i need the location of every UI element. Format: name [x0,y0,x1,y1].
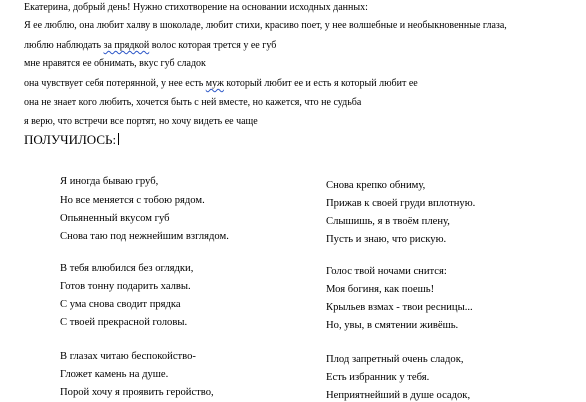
result-label: ПОЛУЧИЛОСЬ: [24,132,117,147]
poem-line: Неприятнейший в душе осадок, [326,390,471,401]
poem-line: Снова таю под нежнейшим взглядом. [60,231,229,242]
poem-line: Слышишь, я в твоём плену, [326,216,450,227]
source-line-2 [24,40,276,52]
spellcheck-marked-phrase[interactable]: за прядкой [103,40,150,51]
poem-line: Голос твой ночами снится: [326,266,447,277]
poem-line: Опьяненный вкусом губ [60,213,170,224]
poem-line: Моя богиня, как поешь! [326,284,435,295]
poem-line: Но, увы, в смятении живёшь. [326,320,459,331]
source-line-3: мне нравятся ее обнимать, вкус губ сладок [24,58,206,69]
greeting-line: Екатерина, добрый день! Нужно стихотворение на основании исходных данных: [24,2,368,13]
poem-left-column [60,176,290,400]
source-line-4-end: который любит ее и есть я который любит ее [223,78,418,89]
poem-line: Есть избранник у тебя. [326,372,430,383]
poem-line: С твоей прекрасной головы. [60,317,188,328]
poem-line: Я иногда бываю груб, [60,176,159,187]
poem-line: Снова крепко обниму, [326,180,426,191]
source-line-2-start: люблю наблюдать [24,40,104,51]
poem-line: Гложет камень на душе. [60,369,169,380]
poem-line: Пусть и знаю, что рискую. [326,234,447,245]
result-heading [24,132,119,148]
spellcheck-marked-word[interactable]: муж [205,78,224,89]
poem-line: В тебя влюбился без оглядки, [60,263,194,274]
poem-line: Но все меняется с тобою рядом. [60,195,205,206]
source-line-2-end: волос которая трется у ее губ [149,40,277,51]
poem-right-column [326,180,566,400]
source-line-6: я верю, что встречи все портят, но хочу видеть ее чаще [24,116,258,127]
source-line-4-start: она чувствует себя потерянной, у нее есть [24,78,206,89]
source-line-4 [24,78,418,90]
source-line-1: Я ее люблю, она любит халву в шоколаде, любит стихи, красиво поет, у нее волшебные и необыкновенные глаза, [24,20,507,31]
poem-line: Плод запретный очень сладок, [326,354,464,365]
poem-line: Прижав к своей груди вплотную. [326,198,476,209]
poem-line: Порой хочу я проявить геройство, [60,387,214,398]
text-cursor [118,133,119,145]
poem-line: Готов тонну подарить халвы. [60,281,191,292]
poem-line: Крыльев взмах - твои ресницы... [326,302,473,313]
poem-line: С ума снова сводит прядка [60,299,181,310]
poem-line: В глазах читаю беспокойство- [60,351,196,362]
source-line-5: она не знает кого любить, хочется быть с ней вместе, но кажется, что не судьба [24,97,362,108]
